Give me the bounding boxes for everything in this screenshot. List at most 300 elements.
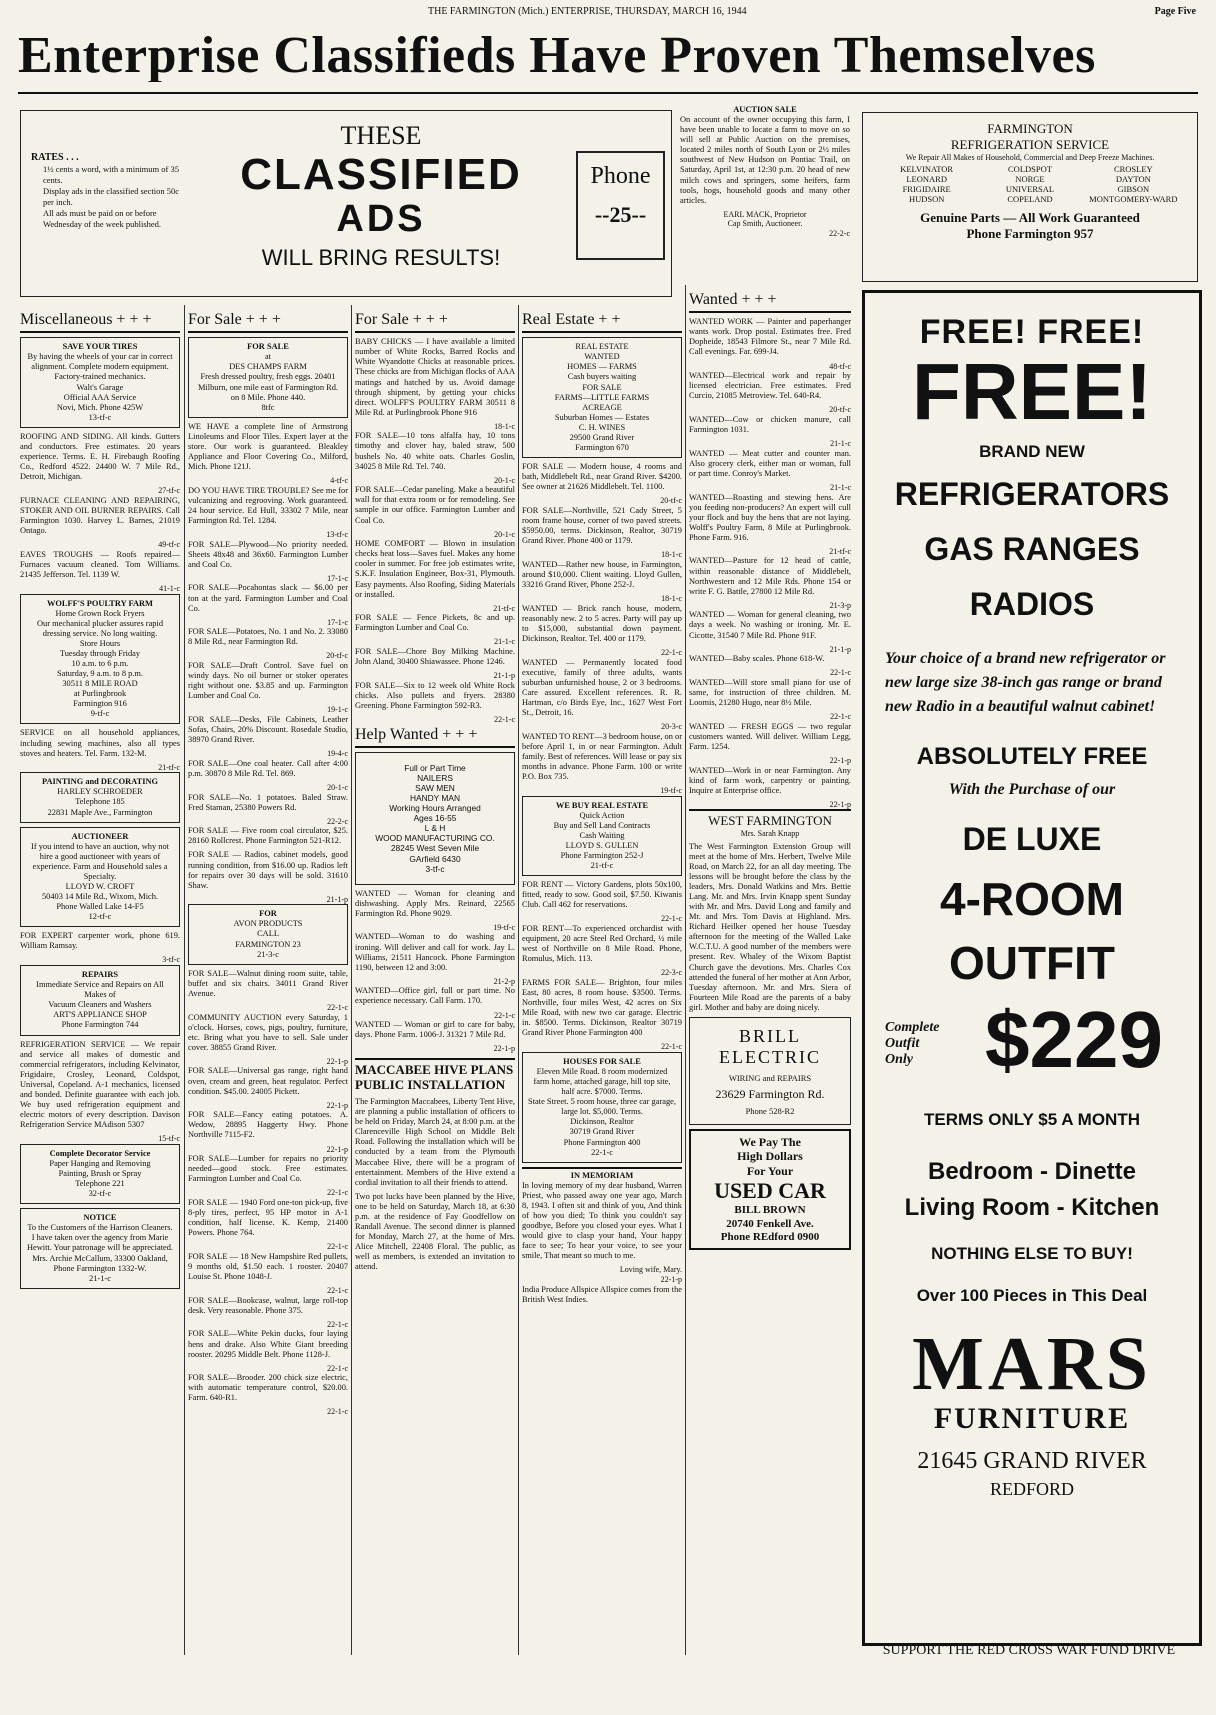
item-code: 22-1-p xyxy=(829,799,851,809)
item-code: 22-1-c xyxy=(830,712,851,722)
price: $229 xyxy=(985,995,1163,1084)
brand: HUDSON xyxy=(908,194,945,204)
classified-item: FOR SALE — Five room coal circulator, $25. 28160 Rollcrest. Phone Farmington 521-R12. xyxy=(188,826,348,846)
refrig-title1: FARMINGTON xyxy=(987,121,1073,136)
used-car-line: 20740 Fenkell Ave. xyxy=(726,1217,814,1230)
page-number: Page Five xyxy=(1154,6,1196,17)
refrig-tag: Genuine Parts — All Work Guaranteed xyxy=(920,210,1140,225)
ad-line: AVON PRODUCTS xyxy=(233,919,303,929)
ad-line: 30511 8 MILE ROAD xyxy=(62,679,138,689)
classified-item: SERVICE on all household appliances, including sewing machines, also all types stoves and heaters. Tel. Farm. 132-M. xyxy=(20,728,180,758)
item-code: 20-tf-c xyxy=(326,651,348,661)
item-code: 21-1-c xyxy=(494,637,515,647)
item-code: 20-1-c xyxy=(494,475,515,485)
classified-item: WANTED—Office girl, full or part time. No experience necessary. Call Farm. 170. xyxy=(355,986,515,1006)
ad-line: Cash Waiting xyxy=(579,830,625,840)
item-code: 22-3-c xyxy=(661,968,682,978)
ad-line: DES CHAMPS FARM xyxy=(229,362,307,372)
ad-line: Walt's Garage xyxy=(76,382,124,392)
auction-sale xyxy=(680,105,850,275)
ad-line: GArfield 6430 xyxy=(409,853,461,864)
brand: UNIVERSAL xyxy=(1005,184,1055,194)
item-code: 22-1-c xyxy=(327,1002,348,1012)
ad-line: Vacuum Cleaners and Washers xyxy=(48,1000,152,1010)
memoriam-sig: Loving wife, Mary. xyxy=(619,1265,682,1275)
item-code: 22-1-c xyxy=(327,1286,348,1296)
ad-line: 8tfc xyxy=(261,402,275,412)
classified-item: FOR SALE—Cedar paneling. Make a beautiful wall for that extra room or for remodeling. See sample in our office. Farmington Lumber and Coal Co. xyxy=(355,485,515,525)
classified-item: FOR RENT — Victory Gardens, plots 50x100, fitted, ready to sow. Good soil, $7.50. Kiwanis Club. Call 462 for reservations. xyxy=(522,880,682,910)
classified-item: WANTED TO RENT—3 bedroom house, on or before April 1, in or near Farmington. Adult family. Best of references. Will lease or pay six months in advance. Phone Farm. 100 or write P.O. Box 735. xyxy=(522,731,682,781)
item-code: 15-tf-c xyxy=(158,1134,180,1144)
section-heading-misc: Miscellaneous + + + xyxy=(20,310,180,333)
ad-line: NOTICE xyxy=(83,1213,117,1223)
item-code: 22-1-p xyxy=(829,755,851,765)
mars-logo: MARS xyxy=(912,1322,1152,1406)
classified-item: COMMUNITY AUCTION every Saturday, 1 o'clock. Horses, cows, pigs, poultry, furniture, etc. Bring what you have to sell. Sale under cover. 38855 Grand River. xyxy=(188,1012,348,1052)
item-code: 21-1-p xyxy=(326,894,348,904)
item-code: 18-1-c xyxy=(494,421,515,431)
ad-line: WOLFF'S POULTRY FARM xyxy=(47,598,153,608)
real-estate-ad xyxy=(522,337,682,458)
classified-item: FOR SALE — Radios, cabinet models, good running condition, from $16.00 up. Radios left for repairs over 30 days will be sold. 31610 Shaw. xyxy=(188,850,348,890)
ad-line: REPAIRS xyxy=(81,970,119,980)
ad-line: Ages 16-55 xyxy=(413,813,457,824)
ad-line: Buy and Sell Land Contracts xyxy=(553,820,651,830)
ad-line: Our mechanical plucker assures rapid dressing service. No long waiting. xyxy=(36,618,164,638)
west-farmington-body: The West Farmington Extension Group will meet at the home of Mrs. Herbert, Twelve Mile Road, on March 22, for an all day meeting. The lessons will be brought before the class by the leaders, Mrs. Donald Watkins and Mrs. Bettie Lang. Mr. and Mrs. Irvin Knapp spent Sunday with Mr. and Mrs. David Long and family and Mr. and Mrs. Tom Davis at Highland. Mrs. Richard Heilker opened her house Tuesday afternoon for the meeting of the Walled Lake W.C.T.U. A good number of the members were present. Rev. Whaley of the Wixom Baptist Church gave the devotions. Mrs. Charles Cox attended the funeral of her mother at Ann Arbor, Tuesday afternoon. Mr. and Mrs. Siera of Fourteen Mile Road are the parents of a baby girl. Mother and baby are doing nicely. xyxy=(689,841,851,1012)
ad-line: Paper Hanging and Removing xyxy=(49,1158,151,1168)
west-farmington-title: WEST FARMINGTON xyxy=(689,809,851,829)
column-divider xyxy=(184,305,185,1655)
item-code: 21-tf-c xyxy=(829,546,851,556)
classified-item: FOR SALE—Six to 12 week old White Rock chicks. Also pullets and fryers. 28380 Greening. Phone Farmington 592-R3. xyxy=(355,680,515,710)
section-heading-real-estate: Real Estate + + xyxy=(522,310,682,333)
display-ad xyxy=(20,1144,180,1204)
rates-box xyxy=(31,151,186,230)
classified-item: WANTED—Rather new house, in Farmington, around $10,000. Client waiting. Lloyd Gullen, 33216 Grand River, Phone 252-J. xyxy=(522,559,682,589)
brand: NORGE xyxy=(1015,174,1045,184)
display-ad xyxy=(20,965,180,1035)
classified-item: FOR SALE—Walnut dining room suite, table, buffet and six chairs. 34011 Grand River Avenue. xyxy=(188,968,348,998)
item-code: 19-1-c xyxy=(327,705,348,715)
display-ad xyxy=(188,904,348,964)
ad-line: WANTED xyxy=(584,352,620,362)
item-code: 20-tf-c xyxy=(829,405,851,415)
ad-line: Official AAA Service xyxy=(63,392,137,402)
ad-line: 10 a.m. to 6 p.m. xyxy=(71,659,129,668)
classified-item: FOR SALE — Modern house, 4 rooms and bath, Middlebelt Rd., near Grand River. $4200. See owner at 21626 Middlebelt. Tel. 1100. xyxy=(522,462,682,492)
classified-item: FOR SALE—Northville, 521 Cady Street, 5 room frame house, corner of two paved streets. $5950.00, terms. Dickinson, Realtor, 30719 Grand River. Phone 400 or 1179. xyxy=(522,505,682,546)
item-code: 22-1-c xyxy=(661,1042,682,1052)
brill-title2: ELECTRIC xyxy=(719,1047,821,1068)
brill-addr: 23629 Farmington Rd. xyxy=(715,1087,825,1102)
four-room: 4-ROOM xyxy=(940,873,1124,925)
classified-item: FOR SALE—10 tons alfalfa hay, 10 tons timothy and clover hay, baled straw, 500 bushels No. 40 white oats. Charles Goslin, 34025 8 Mile Rd. Tel. 740. xyxy=(355,431,515,471)
nothing-else: NOTHING ELSE TO BUY! xyxy=(931,1244,1133,1263)
classified-item: FOR SALE—Chore Boy Milking Machine. John Aland, 30400 Shiawassee. Phone 1246. xyxy=(355,647,515,667)
display-ad xyxy=(20,827,180,928)
auction-title: AUCTION SALE xyxy=(733,105,797,114)
classified-item: WANTED—Roasting and stewing hens. Are you feeding non-producers? An expert will cull your flock and buy the hens that are not laying. Wolff's Poultry Farm, 8 Mile at Purlingbrook. Phone Farm. 916. xyxy=(689,492,851,542)
maccabee-body: The Farmington Maccabees, Liberty Tent Hive, are planning a public installation of officers to be held on Friday, March 24, at 8:00 p.m. at the Clarenceville High School on Middle Belt Road. Following the installation which will be conducted by a team from the Plymouth Maccabee Hive, there will be a program of entertainment. Members of the Hive extend a cordial invitation to all their friends to attend. xyxy=(355,1097,515,1187)
item-code: 20-1-c xyxy=(494,529,515,539)
item-code: 20-tf-c xyxy=(660,496,682,506)
masthead xyxy=(20,6,1196,17)
classified-item: WANTED — Brick ranch house, modern, reasonably new. 2 to 5 acres. Party will pay up to $15,000, substantial down payment. Dickinson, Realtor. Tel. 400 or 1179. xyxy=(522,603,682,643)
classified-label: CLASSIFIED xyxy=(240,150,522,199)
classified-item: WANTED—Will store small piano for use of same, for instruction of three children. M. Loomis, 21280 Hugo, near 8½ Mile. xyxy=(689,677,851,708)
item-code: 22-1-c xyxy=(661,914,682,924)
miscellaneous-column xyxy=(20,310,180,1655)
classified-item: FOR SALE—Plywood—No priority needed. Sheets 48x48 and 36x60. Farmington Lumber and Coal Co. xyxy=(188,539,348,569)
classified-item: FOR SALE — 18 New Hampshire Red pullets, 9 months old, $1.50 each. 1 rooster. 20407 Louise St. Phone 1048-J. xyxy=(188,1251,348,1281)
ad-line: By having the wheels of your car in correct alignment. Complete modern equipment. Factory-trained mechanics. xyxy=(27,352,173,382)
ad-line: CALL xyxy=(257,929,279,939)
rates-line: Display ads in the classified section 50c per inch. xyxy=(43,186,179,208)
ad-line: Phone Farmington 252-J xyxy=(560,850,644,860)
classified-item: FOR SALE — 1940 Ford one-ton pick-up, five 8-ply tires, perfect, 95 HP motor in A-1 condition, half license. K. Kemp, 21400 Powers. Phone 764. xyxy=(188,1197,348,1238)
masthead-center: THE FARMINGTON (Mich.) ENTERPRISE, THURSDAY, MARCH 16, 1944 xyxy=(427,6,747,17)
ad-line: FOR SALE xyxy=(582,382,622,392)
classified-item: FOR SALE—Lumber for repairs no priority needed—good stock. Free estimates. Farmington Lumber and Coal Co. xyxy=(188,1154,348,1184)
classified-item: FOR SALE—Potatoes, No. 1 and No. 2. 33080 8 Mile Rd., near Farmington Rd. xyxy=(188,627,348,647)
brill-phone: Phone 528-R2 xyxy=(745,1105,795,1116)
classified-item: FOR SALE—Universal gas range, right hand oven, cream and green, heat regulator. Perfect condition. $45.00. 24005 Pickett. xyxy=(188,1066,348,1096)
brand: LEONARD xyxy=(906,174,947,184)
ad-line: LLOYD W. CROFT xyxy=(65,882,135,891)
ad-line: FOR SALE xyxy=(247,342,289,352)
ad-line: 3-tf-c xyxy=(425,863,445,874)
ad-line: Farmington 670 xyxy=(575,442,629,452)
ad-line: FARMS—LITTLE FARMS xyxy=(554,392,650,402)
ad-line: Farmington 916 xyxy=(73,699,127,709)
classified-item: FOR EXPERT carpenter work, phone 619. William Ramsay. xyxy=(20,931,180,951)
page-headline: Enterprise Classifieds Have Proven Themselves xyxy=(18,30,1096,82)
used-car-line: BILL BROWN xyxy=(734,1204,806,1217)
classified-item: ROOFING AND SIDING. All kinds. Gutters and conductors. Free estimates. 20 years experience. Terms. E. H. Firebaugh Roofing Co., Redford 4522. 24400 W. 7 Mile Rd., Detroit, Michigan. xyxy=(20,431,180,482)
classified-item: WANTED — Woman for general cleaning, two days a week. No washing or ironing. Mr. E. Cicotte, 31540 7 Mile Rd. Phone 91F. xyxy=(689,610,851,640)
ad-line: Fresh dressed poultry, fresh eggs. 20401 Milburn, one mile east of Farmington Rd. on 8 Mile. Phone 440. xyxy=(197,372,339,402)
item-code: 22-1-p xyxy=(326,1056,348,1066)
item-code: 22-1-c xyxy=(327,1407,348,1417)
ad-line: Saturday, 9 a.m. to 8 p.m. xyxy=(57,669,143,679)
phone-box xyxy=(576,151,665,260)
refrig-title2: REFRIGERATION SERVICE xyxy=(950,137,1110,152)
rates-line: All ads must be paid on or before Wednesday of the week published. xyxy=(43,208,162,230)
ad-line: LLOYD S. GULLEN xyxy=(565,840,639,850)
classified-item: WANTED—Cow or chicken manure, call Farmington 1031. xyxy=(689,414,851,434)
item-code: 48-tf-c xyxy=(829,361,851,371)
memoriam-title: IN MEMORIAM xyxy=(522,1167,682,1181)
ad-line: HOMES — FARMS xyxy=(567,362,637,372)
ad-line: SAVE YOUR TIRES xyxy=(62,342,138,352)
ad-line: Telephone 221 xyxy=(75,1179,125,1189)
item-code: 18-1-c xyxy=(661,550,682,560)
ad-line: Immediate Service and Repairs on All Makes of xyxy=(36,980,164,1000)
ad-line: AUCTIONEER xyxy=(71,831,129,841)
column-divider xyxy=(685,285,686,1655)
item-code: 21-1-p xyxy=(493,671,515,681)
classified-item: FARMS FOR SALE— Brighton, four miles East, 80 acres, 8 room house. $3500. Terms. Northville, four miles West, 42 acres on Six Mile Road, with new two car garage. Electric in. $8500. Terms. Dickinson, Realtor 30719 Grand River Phone Farmington 400 xyxy=(522,977,682,1038)
item-code: 21-1-p xyxy=(829,644,851,654)
for-sale-column-2 xyxy=(355,310,515,1655)
item-code: 21-tf-c xyxy=(158,762,180,772)
ad-line: 50403 14 Mile Rd., Wixom, Mich. xyxy=(41,892,159,902)
used-car-line: High Dollars xyxy=(737,1149,803,1164)
classified-item: WANTED WORK — Painter and paperhanger wants work. Drop postal. Estimates free. Fred Dopheide, 18543 Filmore St., near 7 Mile Rd. Call evenings. Far. 699-J4. xyxy=(689,317,851,357)
ad-line: 21-1-c xyxy=(89,1273,111,1283)
ad-line: 9-tf-c xyxy=(90,709,110,719)
price-block xyxy=(865,995,1199,1090)
ad-line: 22831 Maple Ave., Farmington xyxy=(47,807,153,817)
refrig-brands xyxy=(863,162,1197,206)
ad-line: L & H xyxy=(424,823,446,834)
item-code: 22-1-c xyxy=(327,1319,348,1329)
ad-line: Home Grown Rock Fryers xyxy=(55,608,145,618)
ad-line: REAL ESTATE xyxy=(575,342,629,352)
item-code: 22-1-p xyxy=(326,1144,348,1154)
ad-line: State Street. 5 room house, three car garage, large lot. $5,000. Terms. xyxy=(528,1097,676,1117)
column-divider xyxy=(351,305,352,1655)
ad-line: FARMINGTON 23 xyxy=(235,939,301,949)
brill-sub: WIRING and REPAIRS xyxy=(728,1073,812,1084)
ad-line: SAW MEN xyxy=(415,782,455,793)
classified-item: FOR SALE—Brooder. 200 chick size electric, with automatic temperature control, $20.00. Farm. 640-R1. xyxy=(188,1373,348,1403)
item-code: 22-2-c xyxy=(327,816,348,826)
memoriam-body: In loving memory of my dear husband, Warren Priest, who passed away one year ago, March 8, 1943. I often sit and think of you, And think of how you died; To think you couldn't say goodbye, Before you closed your eyes. What I would give to clasp your hand, Your happy face to see; To hear your voice, to see your smile, That meant so much to me. xyxy=(522,1180,682,1261)
classified-item: FOR SALE—White Pekin ducks, four laying hens and drake. Also White Giant breeding rooster. 20295 Middle Belt. Phone 1128-J. xyxy=(188,1329,348,1359)
item-code: 21-tf-c xyxy=(493,603,515,613)
classified-item: WANTED—Woman to do washing and ironing. Will deliver and call for work. Jay L. Williams, 21511 Hancock. Phone Farmington 1190, between 12 and 3:00. xyxy=(355,932,515,972)
ad-line: Working Hours Arranged xyxy=(389,803,481,814)
auction-body: On account of the owner occupying this farm, I have been unable to locate a farm to move on so will sell at Public Auction on the premises, located 2 miles north of South Lyon or 2½ miles southwest of New Hudson on Pontiac Trail, on Saturday, April 1st, at 12:30 p.m. 20 head of new milch cows and springers, some heifers, farm tools, hogs, household goods and many other articles. xyxy=(680,115,850,205)
ad-line: 12-tf-c xyxy=(88,912,112,922)
gas-ranges: GAS RANGES xyxy=(924,531,1140,567)
brand: CROSLEY xyxy=(1113,164,1153,174)
classified-item: HOME COMFORT — Blown in insulation checks heat loss—Saves fuel. Makes any home cooler in summer. For free job estimates write, S.K.F. Insulation Engineer, Box-31, Plymouth. Easy payments. Also Roofing, Siding Materials or installed. xyxy=(355,539,515,599)
footer-red-cross: SUPPORT THE RED CROSS WAR FUND DRIVE xyxy=(882,1643,1176,1658)
classified-item: WANTED — FRESH EGGS — two regular customers wanted. Will deliver. William Legg, Farm. 1254. xyxy=(689,721,851,751)
item-code: 22-1-p xyxy=(493,1044,515,1054)
classified-item: FOR SALE—Fancy eating potatoes. A. Wedow, 28895 Haggerty Hwy. Phone Northville 7115-F2. xyxy=(188,1110,348,1140)
memoriam-code: 22-1-p xyxy=(660,1274,682,1284)
wanted-column xyxy=(689,290,851,1655)
classified-item: FOR SALE—Desks, File Cabinets, Leather Sofas, Chairs, 20% Discount. Rosedale Studio, 38970 Grand River. xyxy=(188,714,348,745)
classified-item: WANTED—Electrical work and repair by licensed electrician. Free estimates. Fred Curcio, 21085 Metroview. Tel. 640-R4. xyxy=(689,371,851,401)
mars-address: 21645 GRAND RIVER xyxy=(917,1448,1147,1474)
classified-item: FOR SALE—Pocahontas slack — $6.00 per ton at the yard. Farmington Lumber and Coal Co. xyxy=(188,583,348,613)
item-code: 20-1-c xyxy=(327,782,348,792)
choice-text: Your choice of a brand new refrigerator or new large size 38-inch gas range or brand new Radio in a beautiful walnut cabinet! xyxy=(885,650,1166,715)
ad-line: NAILERS xyxy=(417,772,453,783)
deluxe: DE LUXE xyxy=(962,821,1102,857)
rates-title: RATES . . . xyxy=(31,152,79,163)
item-code: 20-3-c xyxy=(661,721,682,731)
item-code: 21-2-p xyxy=(493,976,515,986)
brand: COLDSPOT xyxy=(1008,164,1052,174)
display-ad xyxy=(188,337,348,418)
classified-item: WANTED—Pasture for 12 head of cattle, within reasonable distance of Middlebelt, Northwestern and 12 Mile Rds. Phone 154 or write F. G. Battle, 27800 12 Mile Rd. xyxy=(689,556,851,596)
ad-line: 28245 West Seven Mile xyxy=(390,843,480,854)
auction-sig2: Cap Smith, Auctioneer. xyxy=(727,219,803,229)
ad-line: Phone Farmington 400 xyxy=(563,1137,641,1147)
display-ad xyxy=(522,796,682,877)
brand: DAYTON xyxy=(1115,174,1151,184)
brand: MONTGOMERY-WARD xyxy=(1089,194,1178,204)
classified-item: WANTED — Woman or girl to care for baby, days. Phone Farm. 1006-J. 31321 7 Mile Rd. xyxy=(355,1020,515,1040)
refrig-sub: We Repair All Makes of Household, Commercial and Deep Freeze Machines. xyxy=(905,153,1155,162)
mars-city: REDFORD xyxy=(989,1479,1074,1499)
maccabee-title: MACCABEE HIVE PLANS PUBLIC INSTALLATION xyxy=(355,1058,515,1093)
classified-item: FOR SALE—Bookcase, walnut, large roll-top desk. Very reasonable. Phone 375. xyxy=(188,1295,348,1315)
over-100: Over 100 Pieces in This Deal xyxy=(916,1286,1148,1305)
classified-item: BABY CHICKS — I have available a limited number of White Rocks, Barred Rocks and White Wyandotte Chicks at reasonable prices. These chicks are from Michigan flocks of AAA matings and hatched by us. Avoid damage through shipment, by getting your chicks direct. WOLFF'S POULTRY FARM 30511 8 Mile Rd. at Purlingbrook Phone 916 xyxy=(355,337,515,417)
ad-line: If you intend to have an auction, why not hire a good auctioneer with years of experience. Farm and Household sales a Specialty. xyxy=(31,841,169,881)
ad-line: Quick Action xyxy=(579,810,625,820)
item-code: 22-1-c xyxy=(327,1242,348,1252)
with-purchase: With the Purchase of our xyxy=(948,781,1116,798)
item-code: 3-tf-c xyxy=(162,955,180,965)
classified-item: WANTED — Woman for cleaning and dishwashing. Apply Mrs. Reinard, 22565 Farmington Rd. Phone 9029. xyxy=(355,888,515,918)
auction-code: 22-2-c xyxy=(829,228,850,238)
auction-sig1: EARL MACK, Proprietor xyxy=(723,209,807,219)
for-sale-column-1 xyxy=(188,310,348,1655)
ad-line: PAINTING and DECORATING xyxy=(41,777,159,787)
ad-line: Complete Decorator Service xyxy=(49,1148,151,1158)
ad-line: Phone Walled Lake 14-F5 xyxy=(56,902,144,912)
item-code: 4-tf-c xyxy=(330,476,348,486)
allspice-note: India Produce Allspice Allspice comes from the British West Indies. xyxy=(522,1284,682,1304)
these-label: THESE xyxy=(340,121,422,150)
free-line2: FREE! xyxy=(912,347,1152,436)
item-code: 21-1-c xyxy=(830,439,851,449)
ad-line: HOUSES FOR SALE xyxy=(563,1056,641,1066)
classified-item: REFRIGERATION SERVICE — We repair and service all makes of domestic and commercial refrigerators, including Kelvinator, Frigidaire, Crosley, Leonard, Coldspot, Universal, Copeland. A-1 mechanics, licensed and bonded. Definite guarantee with each job. We buy used refrigeration equipment and electric motors of every description. Davison Refrigeration Service MAdison 5307 xyxy=(20,1039,180,1130)
complete-outfit-only: Complete Outfit Only xyxy=(885,1020,940,1067)
display-ad xyxy=(20,337,180,428)
section-heading-forsale: For Sale + + + xyxy=(355,310,515,333)
item-code: 22-1-c xyxy=(327,1188,348,1198)
ad-line: Phone Farmington 744 xyxy=(61,1020,139,1030)
brand: GIBSON xyxy=(1117,184,1150,194)
item-code: 22-1-c xyxy=(661,647,682,657)
rooms-line2: Living Room - Kitchen xyxy=(904,1194,1160,1221)
absolutely-free: ABSOLUTELY FREE xyxy=(916,743,1148,770)
classified-item: FURNACE CLEANING AND REPAIRING, STOKER AND OIL BURNER REPAIRS. Call Farmington 1030. Harvey L. Barnes, 21019 Ontago. xyxy=(20,495,180,536)
item-code: 17-1-c xyxy=(327,573,348,583)
item-code: 19-4-c xyxy=(327,749,348,759)
ad-line: 21-3-c xyxy=(257,949,279,959)
ad-line: To the Customers of the Harrison Cleaners. I have taken over the agency from Marie Hewitt. Your patronage will be appreciated. Mrs. Archie McCallum, 33300 Oakland, Phone Farmington 1332-W. xyxy=(26,1223,174,1273)
used-car-line: USED CAR xyxy=(714,1178,826,1204)
ad-line: HARLEY SCHROEDER xyxy=(57,787,143,797)
item-code: 27-tf-c xyxy=(158,486,180,496)
real-estate-column xyxy=(522,310,682,1655)
ad-line: 21-tf-c xyxy=(590,861,614,871)
item-code: 17-1-c xyxy=(327,617,348,627)
ad-line: 30719 Grand River xyxy=(569,1127,635,1137)
terms: TERMS ONLY $5 A MONTH xyxy=(924,1110,1140,1129)
item-code: 22-1-c xyxy=(494,1010,515,1020)
item-code: 18-1-c xyxy=(661,594,682,604)
outfit: OUTFIT xyxy=(948,937,1116,989)
classified-banner xyxy=(20,110,672,297)
display-ad xyxy=(522,1052,682,1163)
refrigeration-ad xyxy=(862,112,1198,282)
west-farmington-byline: Mrs. Sarah Knapp xyxy=(740,828,800,838)
ad-line: Novi, Mich. Phone 425W xyxy=(56,402,144,412)
item-code: 22-1-p xyxy=(326,1100,348,1110)
used-car-line: We Pay The xyxy=(739,1134,801,1149)
item-code: 49-tf-c xyxy=(158,540,180,550)
display-ad xyxy=(20,594,180,725)
help-wanted-ad xyxy=(355,752,515,885)
ad-line: FOR xyxy=(259,909,277,919)
item-code: 13-tf-c xyxy=(326,530,348,540)
classified-title-block xyxy=(201,121,561,271)
radios: RADIOS xyxy=(969,586,1095,622)
ad-line: Suburban Homes — Estates xyxy=(554,412,650,422)
ad-line: ART'S APPLIANCE SHOP xyxy=(53,1010,147,1020)
classified-item: WANTED—Work in or near Farmington. Any kind of farm work, carpentry or painting. Inquire at Enterprise office. xyxy=(689,765,851,795)
ad-line: Store Hours xyxy=(79,638,121,648)
item-code: 22-1-c xyxy=(494,715,515,725)
maccabee-body: Two pot lucks have been planned by the Hive, one to be held on Saturday, March 18, at 6:30 p.m. at the residence of Fay Goodfellow on Randall Avenue. The second dinner is planned for Monday, March 27, at the home of Mrs. Alice Mitchell, 22408 Floral. The public, as well as members, is extended an invitation to attend. xyxy=(355,1191,515,1272)
classified-item: WANTED—Baby scales. Phone 618-W. xyxy=(689,654,825,664)
mars-furniture-ad xyxy=(862,290,1202,1646)
used-car-ad xyxy=(689,1129,851,1250)
used-car-line: For Your xyxy=(746,1163,794,1178)
rooms-line1: Bedroom - Dinette xyxy=(927,1158,1136,1185)
section-heading-help-wanted: Help Wanted + + + xyxy=(355,725,515,748)
classified-item: WANTED — Meat cutter and counter man. Also grocery clerk, either man or woman, full or part time. Conroy's Market. xyxy=(689,448,851,478)
furniture-logo: FURNITURE xyxy=(933,1402,1131,1435)
headline-rule xyxy=(18,92,1198,94)
classified-item: FOR SALE—Draft Control. Save fuel on windy days. No oil burner or stoker operates right without one. $3.85 and up. Farmington Lumber and Coal Co. xyxy=(188,661,348,701)
classified-item: FOR SALE — Fence Pickets, 8c and up. Farmington Lumber and Coal Co. xyxy=(355,613,515,633)
ad-line: HANDY MAN xyxy=(409,793,461,804)
used-car-line: Phone REdford 0900 xyxy=(720,1230,820,1243)
section-heading-wanted: Wanted + + + xyxy=(689,290,851,313)
ad-line: 32-tf-c xyxy=(88,1189,112,1199)
ad-line: Cash buyers waiting xyxy=(567,372,637,382)
ads-label: ADS xyxy=(336,198,426,241)
brand-new: BRAND NEW xyxy=(979,442,1085,461)
item-code: 19-tf-c xyxy=(493,922,515,932)
item-code: 21-3-p xyxy=(829,600,851,610)
ad-line: Painting, Brush or Spray xyxy=(58,1168,142,1178)
section-heading-forsale: For Sale + + + xyxy=(188,310,348,333)
phone-number: --25-- xyxy=(594,202,647,227)
ad-line: at xyxy=(264,352,272,362)
ad-line: C. H. WINES xyxy=(578,422,626,432)
column-divider xyxy=(518,305,519,1655)
item-code: 19-tf-c xyxy=(660,785,682,795)
classified-item: FOR RENT—To experienced orchardist with equipment, 20 acre Steel Red Orchard, ½ mile west of Northville on 8 Mile Road. Phone, Romulus, Mich. 113. xyxy=(522,923,682,964)
will-bring-label: WILL BRING RESULTS! xyxy=(261,245,501,271)
ad-line: WE BUY REAL ESTATE xyxy=(555,800,649,810)
rates-line: 1½ cents a word, with a minimum of 35 cents. xyxy=(43,164,179,186)
display-ad xyxy=(20,1208,180,1289)
ad-line: Telephone 185 xyxy=(75,797,125,807)
classified-item: DO YOU HAVE TIRE TROUBLE? See me for vulcanizing and regrooving. Work guaranteed. 24 hour service. Ed Hull, 33302 7 Mile, near Farmington Rd. Tel. 1284. xyxy=(188,485,348,525)
ad-line: 22-1-c xyxy=(591,1147,613,1157)
classified-item: WANTED — Permanently located food executive, family of three adults, wants suburban unfurnished house, 2 or 3 bedrooms. Care assured. Excellent references. R. R. Hartman, c/o Birds Eye, Inc., 1627 West Fort St., Detroit, 16. xyxy=(522,657,682,717)
classified-item: EAVES TROUGHS — Roofs repaired—Furnaces vacuum cleaned. Tom Williams. 21435 Jefferson. Tel. 1139 W. xyxy=(20,549,180,579)
ad-line: WOOD MANUFACTURING CO. xyxy=(375,833,495,844)
item-code: 22-1-c xyxy=(830,668,851,678)
